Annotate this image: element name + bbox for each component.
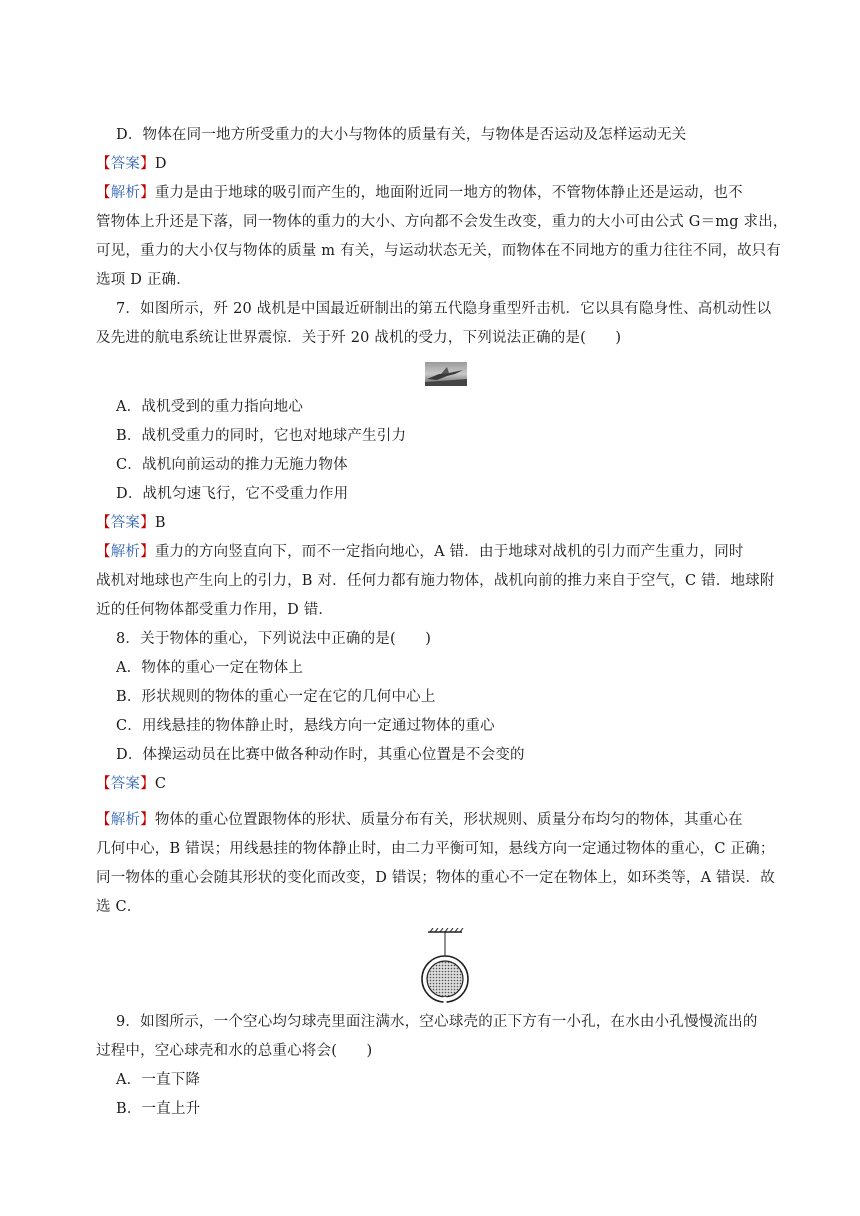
analysis-text: 重力是由于地球的吸引而产生的，地面附近同一地方的物体，不管物体静止还是运动，也不 xyxy=(154,185,743,201)
q8-stem: 8．关于物体的重心，下列说法中正确的是( ) xyxy=(116,631,432,647)
analysis-label: 解析 xyxy=(110,812,141,828)
analysis-bracket-open: 【 xyxy=(96,812,111,828)
q8-answer xyxy=(96,774,166,794)
analysis-text: 物体的重心位置跟物体的形状、质量分布有关，形状规则、质量分布均匀的物体，其重心在 xyxy=(154,812,743,828)
answer-label: 答案 xyxy=(110,156,141,172)
answer-bracket-open: 【 xyxy=(96,776,111,792)
q6-analysis-line-2: 管物体上升还是下落，同一物体的重力的大小、方向都不会发生改变，重力的大小可由公式 G＝mg 求出， xyxy=(96,214,788,230)
answer-bracket-open: 【 xyxy=(96,515,111,531)
q7-analysis-line-2: 战机对地球也产生向上的引力，B 对．任何力都有施力物体，战机向前的推力来自于空气，C 错．地球附 xyxy=(96,573,775,589)
q9-stem-line-1: 9．如图所示，一个空心均匀球壳里面注满水，空心球壳的正下方有一小孔，在水由小孔慢慢流出的 xyxy=(116,1014,758,1030)
answer-bracket-close: 】 xyxy=(140,515,155,531)
q6-analysis-line-1 xyxy=(96,183,743,203)
analysis-bracket-close: 】 xyxy=(140,185,155,201)
q7-answer xyxy=(96,513,166,533)
analysis-bracket-close: 】 xyxy=(140,812,155,828)
answer-bracket-close: 】 xyxy=(140,156,155,172)
analysis-text: 重力的方向竖直向下，而不一定指向地心，A 错．由于地球对战机的引力而产生重力，同时 xyxy=(154,544,744,560)
q8-option-a: A．物体的重心一定在物体上 xyxy=(116,660,304,676)
answer-bracket-close: 】 xyxy=(140,776,155,792)
q9-stem-line-2: 过程中，空心球壳和水的总重心将会( ) xyxy=(96,1043,373,1059)
q8-analysis-line-3: 同一物体的重心会随其形状的变化而改变，D 错误；物体的重心不一定在物体上，如环类等，A 错误．故 xyxy=(96,870,775,886)
q7-option-d: D．战机匀速飞行，它不受重力作用 xyxy=(116,486,349,502)
answer-value: B xyxy=(154,515,166,531)
q8-option-d: D．体操运动员在比赛中做各种动作时，其重心位置是不会变的 xyxy=(116,747,525,763)
analysis-bracket-close: 】 xyxy=(140,544,155,560)
q8-option-c: C．用线悬挂的物体静止时，悬线方向一定通过物体的重心 xyxy=(116,718,495,734)
answer-value: D xyxy=(154,156,167,172)
q7-analysis-line-3: 近的任何物体都受重力作用，D 错． xyxy=(96,602,334,618)
hanging-sphere-diagram-icon xyxy=(420,928,470,1004)
analysis-label: 解析 xyxy=(110,185,141,201)
q6-option-d: D．物体在同一地方所受重力的大小与物体的质量有关，与物体是否运动及怎样运动无关 xyxy=(116,127,687,143)
q6-analysis-line-4: 选项 D 正确． xyxy=(96,272,191,288)
analysis-label: 解析 xyxy=(110,544,141,560)
analysis-bracket-open: 【 xyxy=(96,185,111,201)
analysis-bracket-open: 【 xyxy=(96,544,111,560)
q7-analysis-line-1 xyxy=(96,542,744,562)
q7-option-a: A．战机受到的重力指向地心 xyxy=(116,399,304,415)
q7-option-c: C．战机向前运动的推力无施力物体 xyxy=(116,457,348,473)
q9-option-b: B．一直上升 xyxy=(116,1101,201,1117)
q8-analysis-line-2: 几何中心，B 错误；用线悬挂的物体静止时，由二力平衡可知，悬线方向一定通过物体的重心，C 正确； xyxy=(96,841,775,857)
q6-analysis-line-3: 可见，重力的大小仅与物体的质量 m 有关，与运动状态无关，而物体在不同地方的重力往往不同，故只有 xyxy=(96,243,782,259)
q7-stem-line-1: 7．如图所示，歼 20 战机是中国最近研制出的第五代隐身重型歼击机．它以具有隐身性、高机动性以 xyxy=(116,301,772,317)
answer-label: 答案 xyxy=(110,776,141,792)
fighter-jet-photo-icon xyxy=(425,362,467,386)
q8-analysis-line-1 xyxy=(96,810,743,830)
answer-bracket-open: 【 xyxy=(96,156,111,172)
answer-label: 答案 xyxy=(110,515,141,531)
q7-stem-line-2: 及先进的航电系统让世界震惊．关于歼 20 战机的受力，下列说法正确的是( ) xyxy=(96,330,622,346)
q9-option-a: A．一直下降 xyxy=(116,1072,201,1088)
q8-analysis-line-4: 选 C． xyxy=(96,899,142,915)
q7-option-b: B．战机受重力的同时，它也对地球产生引力 xyxy=(116,428,407,444)
answer-value: C xyxy=(154,776,167,792)
q8-option-b: B．形状规则的物体的重心一定在它的几何中心上 xyxy=(116,689,436,705)
q6-answer xyxy=(96,154,167,174)
